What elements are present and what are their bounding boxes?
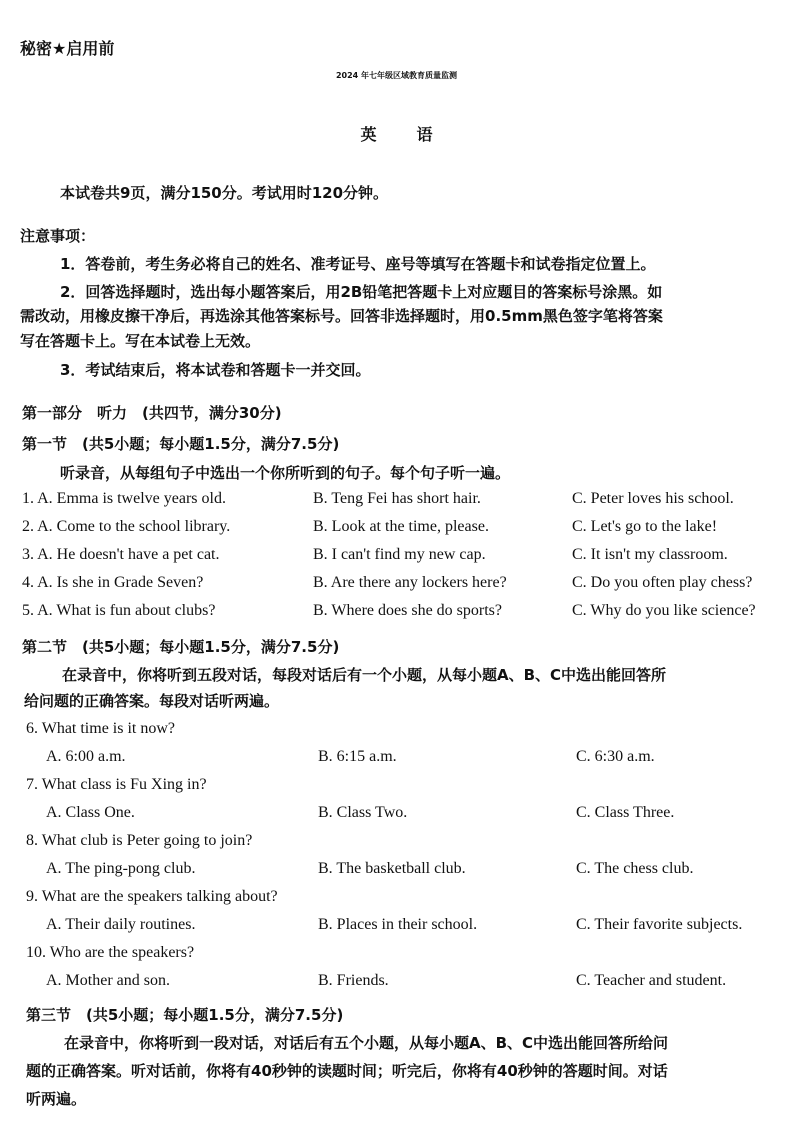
notice-line: 2．回答选择题时，选出每小题答案后，用2B铅笔把答题卡上对应题目的答案标号涂黑。如 <box>60 283 663 301</box>
notice-line: 写在答题卡上。写在本试卷上无效。 <box>20 332 261 350</box>
option-b: B. Where does she do sports? <box>313 602 502 619</box>
option-b: B. I can't find my new cap. <box>313 546 486 563</box>
option-b: B. 6:15 a.m. <box>318 748 397 765</box>
exam-title: 2024 年七年级区域教育质量监测 <box>335 71 458 80</box>
option-b: B. Friends. <box>318 972 389 989</box>
section1-heading: 第一节 (共5小题；每小题1.5分，满分7.5分) <box>22 435 340 453</box>
option-c: C. Why do you like science? <box>572 602 756 619</box>
section2-instruction: 给问题的正确答案。每段对话听两遍。 <box>24 692 280 710</box>
option-c: C. Do you often play chess? <box>572 574 753 591</box>
section3-instruction: 在录音中，你将听到一段对话，对话后有五个小题，从每小题A、B、C中选出能回答所给问 <box>64 1034 669 1052</box>
option-a: A. 6:00 a.m. <box>46 748 126 765</box>
notice-line: 3．考试结束后，将本试卷和答题卡一并交回。 <box>60 361 371 379</box>
notice-heading: 注意事项： <box>20 227 96 245</box>
section3-instruction: 题的正确答案。听对话前，你将有40秒钟的读题时间；听完后，你将有40秒钟的答题时间。对话 <box>26 1062 668 1080</box>
section3-instruction: 听两遍。 <box>26 1090 87 1108</box>
notice-line: 需改动，用橡皮擦干净后，再选涂其他答案标号。回答非选择题时，用0.5mm黑色签字笔将答案 <box>20 307 663 325</box>
option-b: B. The basketball club. <box>318 860 466 877</box>
question-stem: 9. What are the speakers talking about? <box>26 888 278 905</box>
option-a: A. The ping-pong club. <box>46 860 196 877</box>
question-stem: 10. Who are the speakers? <box>26 944 195 961</box>
question-stem: 7. What class is Fu Xing in? <box>26 776 207 793</box>
part1-heading: 第一部分 听力 (共四节，满分30分) <box>22 404 282 422</box>
option-c: C. Peter loves his school. <box>572 490 734 507</box>
option-a: A. Class One. <box>46 804 135 821</box>
option-a: A. Their daily routines. <box>46 916 196 933</box>
question-stem: 6. What time is it now? <box>26 720 176 737</box>
option-b: B. Are there any lockers here? <box>313 574 507 591</box>
section2-instruction: 在录音中，你将听到五段对话，每段对话后有一个小题，从每小题A、B、C中选出能回答所 <box>62 666 667 684</box>
option-c: C. Let's go to the lake! <box>572 518 718 535</box>
option-b: B. Places in their school. <box>318 916 478 933</box>
option-b: B. Teng Fei has short hair. <box>313 490 481 507</box>
option-c: C. The chess club. <box>576 860 694 877</box>
option-a: A. Mother and son. <box>46 972 170 989</box>
option-c: C. Teacher and student. <box>576 972 727 989</box>
section3-heading: 第三节 (共5小题；每小题1.5分，满分7.5分) <box>26 1006 344 1024</box>
confidential-label: 秘密★启用前 <box>20 39 115 58</box>
option-a: 4. A. Is she in Grade Seven? <box>22 574 204 591</box>
option-b: B. Look at the time, please. <box>313 518 489 535</box>
option-b: B. Class Two. <box>318 804 408 821</box>
option-a: 5. A. What is fun about clubs? <box>22 602 216 619</box>
option-a: 3. A. He doesn't have a pet cat. <box>22 546 220 563</box>
option-c: C. Their favorite subjects. <box>576 916 743 933</box>
option-c: C. Class Three. <box>576 804 675 821</box>
subject-title: 英语 <box>360 125 473 144</box>
option-c: C. 6:30 a.m. <box>576 748 655 765</box>
option-a: 2. A. Come to the school library. <box>22 518 231 535</box>
section1-instruction: 听录音，从每组句子中选出一个你所听到的句子。每个句子听一遍。 <box>60 464 511 482</box>
section2-heading: 第二节 (共5小题；每小题1.5分，满分7.5分) <box>22 638 340 656</box>
exam-intro: 本试卷共9页，满分150分。考试用时120分钟。 <box>60 184 389 202</box>
option-c: C. It isn't my classroom. <box>572 546 728 563</box>
notice-line: 1．答卷前，考生务必将自己的姓名、准考证号、座号等填写在答题卡和试卷指定位置上。 <box>60 255 656 273</box>
option-a: 1. A. Emma is twelve years old. <box>22 490 226 507</box>
question-stem: 8. What club is Peter going to join? <box>26 832 253 849</box>
